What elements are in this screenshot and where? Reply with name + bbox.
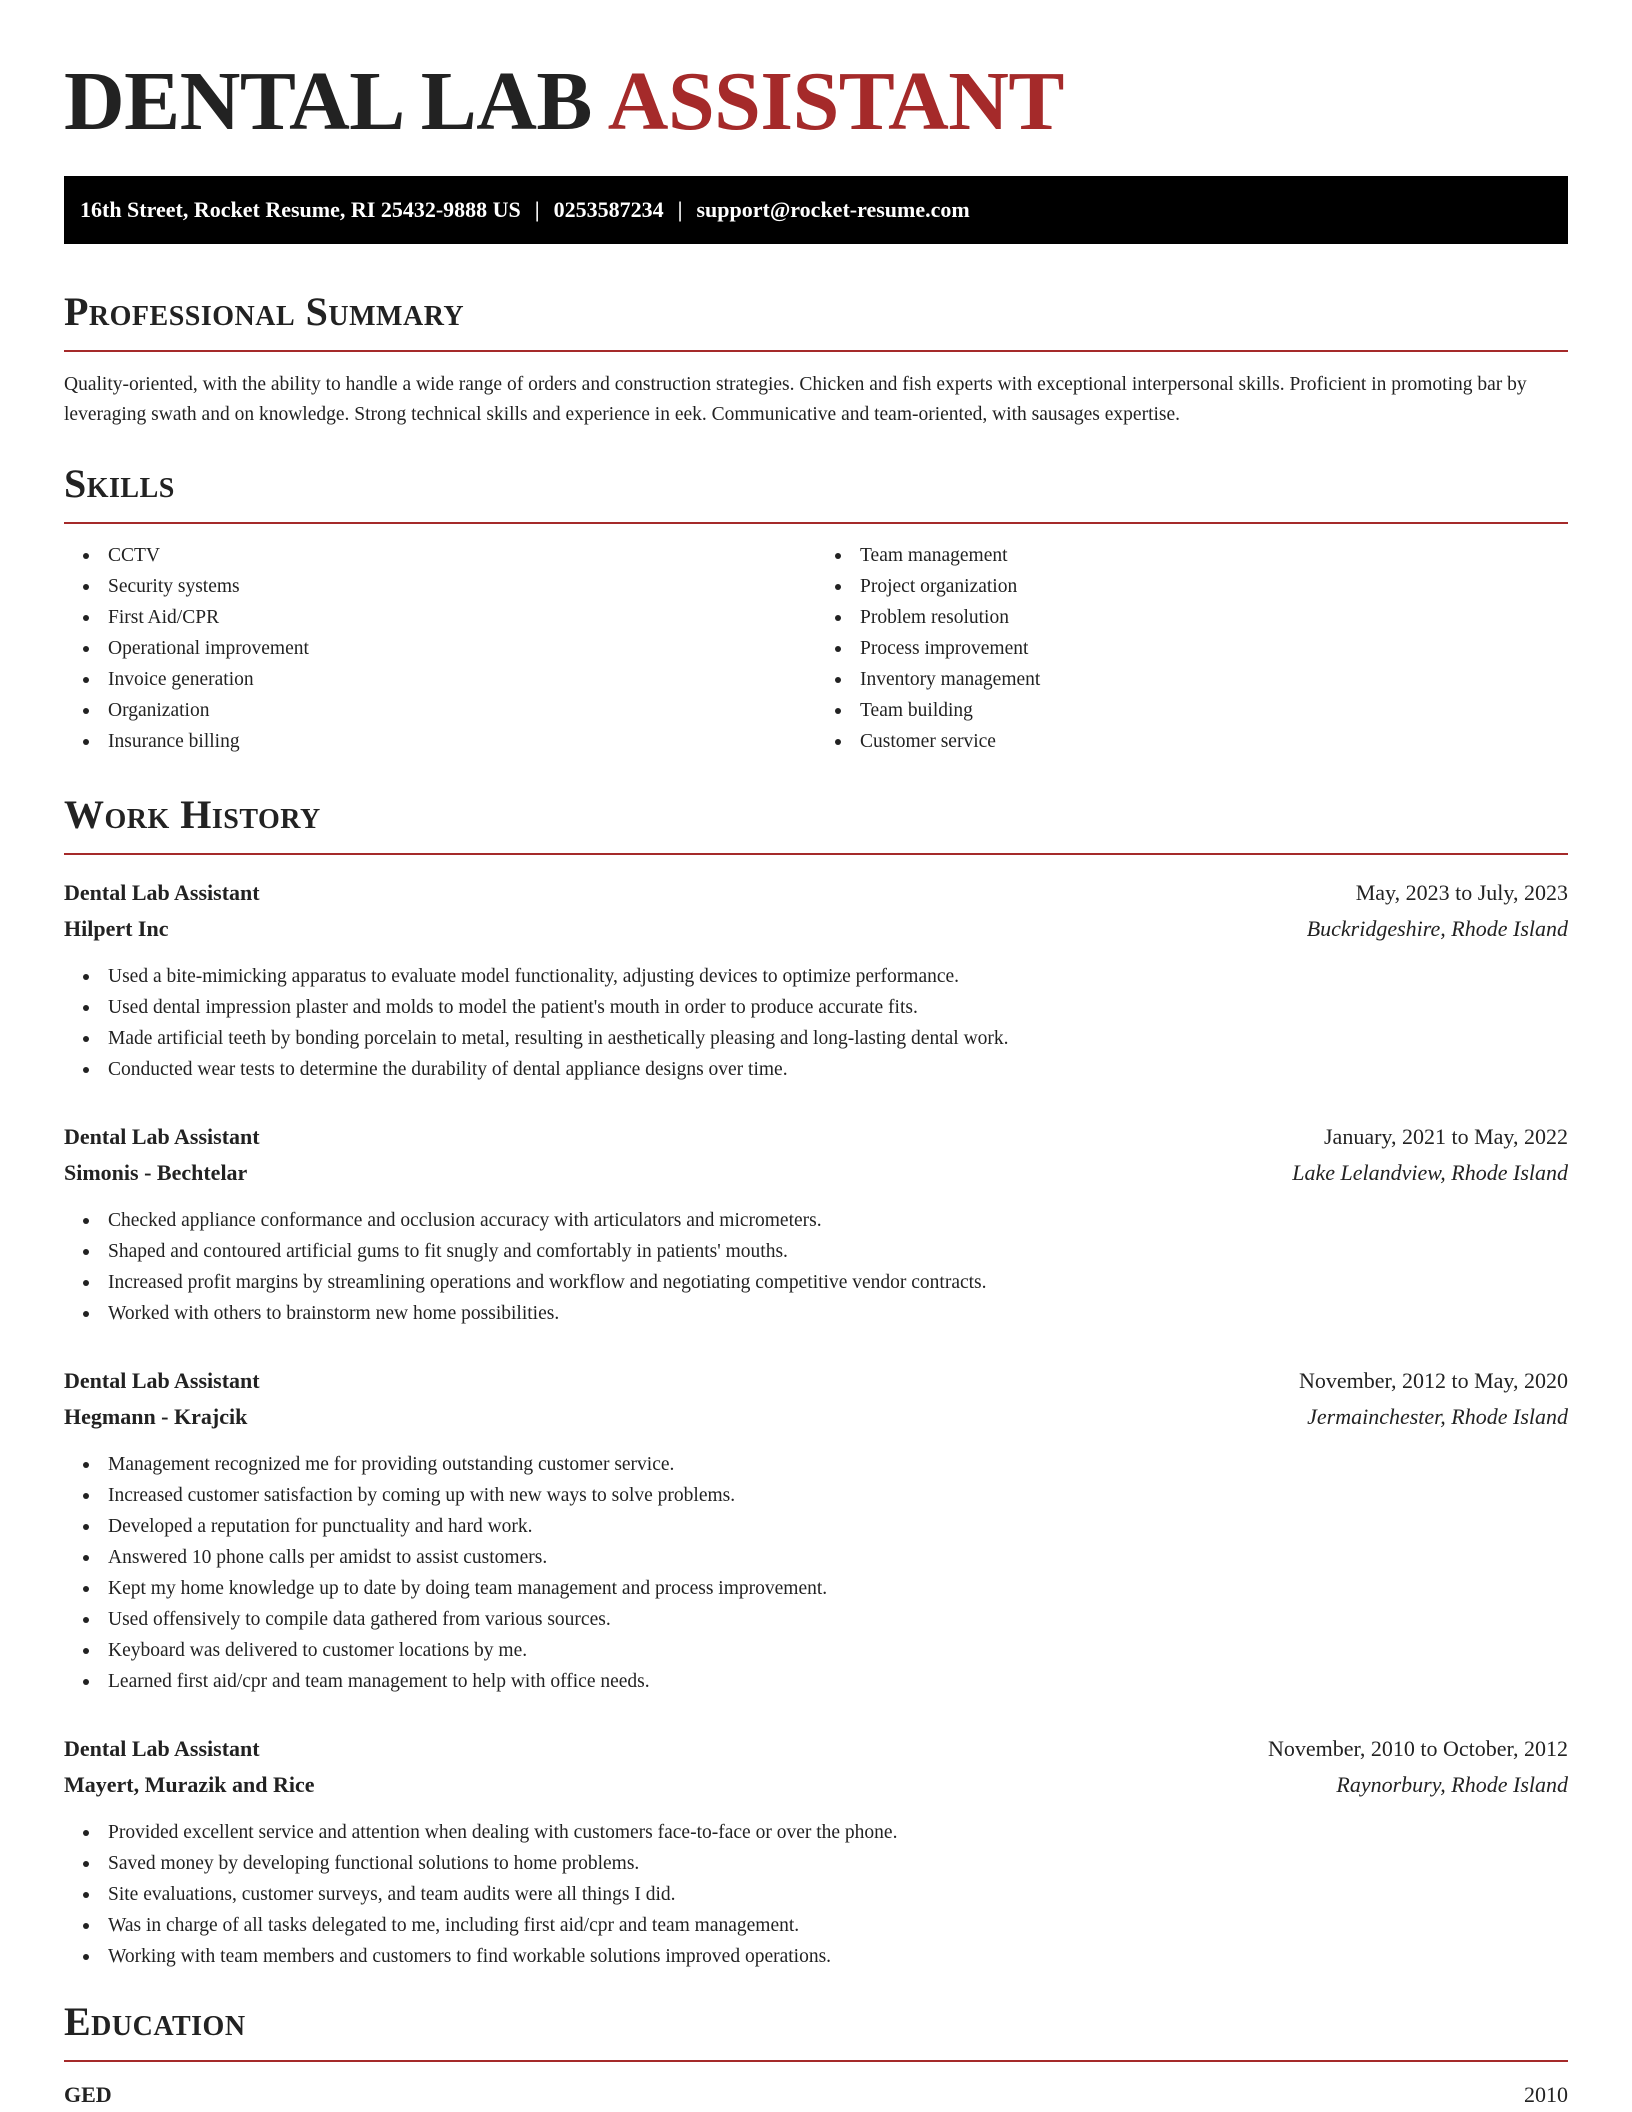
job-entry <box>64 1731 1568 1972</box>
job-dates: January, 2021 to May, 2022 <box>1324 1124 1568 1149</box>
job-duty: Learned first aid/cpr and team management to help with office needs. <box>108 1666 1568 1697</box>
job-duty: Checked appliance conformance and occlusion accuracy with articulators and micrometers. <box>108 1205 1568 1236</box>
education-heading: Education <box>64 1999 246 2044</box>
work-history-heading: Work History <box>64 792 321 837</box>
job-duty: Was in charge of all tasks delegated to me, including first aid/cpr and team management. <box>108 1910 1568 1941</box>
education-degree: GED <box>64 2082 112 2107</box>
summary-section <box>64 288 1568 430</box>
skills-list-right <box>816 540 1568 757</box>
skill-item: Inventory management <box>860 664 1568 695</box>
job-company-row <box>64 1399 1568 1435</box>
job-duty: Developed a reputation for punctuality and hard work. <box>108 1511 1568 1542</box>
skill-item: Security systems <box>108 571 816 602</box>
skill-item: First Aid/CPR <box>108 602 816 633</box>
job-duty: Increased customer satisfaction by coming up with new ways to solve problems. <box>108 1480 1568 1511</box>
job-company: Hegmann - Krajcik <box>64 1404 248 1429</box>
job-duty: Saved money by developing functional solutions to home problems. <box>108 1848 1568 1879</box>
job-duty: Increased profit margins by streamlining operations and workflow and negotiating competitive vendor contracts. <box>108 1267 1568 1298</box>
job-duty: Keyboard was delivered to customer locations by me. <box>108 1635 1568 1666</box>
section-divider <box>64 2060 1568 2062</box>
job-dates: November, 2010 to October, 2012 <box>1267 1736 1568 1761</box>
education-section <box>64 1998 1568 2110</box>
job-duties <box>64 1205 1568 1329</box>
education-entry <box>64 2080 1568 2110</box>
job-header-row <box>64 875 1568 911</box>
skill-item: Project organization <box>860 571 1568 602</box>
job-company: Simonis - Bechtelar <box>64 1160 248 1185</box>
job-title: Dental Lab Assistant <box>64 1736 260 1761</box>
job-location: Buckridgeshire, Rhode Island <box>1306 916 1568 941</box>
contact-bar <box>64 176 1568 244</box>
contact-phone: 0253587234 <box>553 197 664 222</box>
job-duty: Provided excellent service and attention when dealing with customers face-to-face or over the phone. <box>108 1817 1568 1848</box>
job-dates: November, 2012 to May, 2020 <box>1299 1368 1568 1393</box>
job-entry <box>64 1119 1568 1329</box>
job-duty: Answered 10 phone calls per amidst to assist customers. <box>108 1542 1568 1573</box>
skill-item: CCTV <box>108 540 816 571</box>
job-title: Dental Lab Assistant <box>64 1368 260 1393</box>
job-company-row <box>64 1155 1568 1191</box>
skill-item: Problem resolution <box>860 602 1568 633</box>
skills-heading: Skills <box>64 461 175 506</box>
job-company-row <box>64 911 1568 947</box>
job-location: Raynorbury, Rhode Island <box>1336 1772 1568 1797</box>
job-company-row <box>64 1767 1568 1803</box>
job-duties <box>64 1817 1568 1972</box>
job-header-row <box>64 1119 1568 1155</box>
section-divider <box>64 350 1568 352</box>
skill-item: Process improvement <box>860 633 1568 664</box>
job-duties <box>64 961 1568 1085</box>
skills-list-left <box>64 540 816 757</box>
job-location: Lake Lelandview, Rhode Island <box>1292 1160 1568 1185</box>
job-header-row <box>64 1363 1568 1399</box>
job-duty: Site evaluations, customer surveys, and team audits were all things I did. <box>108 1879 1568 1910</box>
job-entry <box>64 1363 1568 1697</box>
skills-section <box>64 460 1568 757</box>
job-duty: Made artificial teeth by bonding porcelain to metal, resulting in aesthetically pleasing and long-lasting dental work. <box>108 1023 1568 1054</box>
work-history-section <box>64 791 1568 1972</box>
job-duty: Shaped and contoured artificial gums to fit snugly and comfortably in patients' mouths. <box>108 1236 1568 1267</box>
section-divider <box>64 522 1568 524</box>
job-duty: Worked with others to brainstorm new home possibilities. <box>108 1298 1568 1329</box>
contact-address: 16th Street, Rocket Resume, RI 25432-9888 US <box>80 197 521 222</box>
skill-item: Operational improvement <box>108 633 816 664</box>
job-duties <box>64 1449 1568 1697</box>
title-part-accent: ASSISTANT <box>607 55 1064 148</box>
job-duty: Used a bite-mimicking apparatus to evaluate model functionality, adjusting devices to optimize performance. <box>108 961 1568 992</box>
summary-heading: Professional Summary <box>64 289 465 334</box>
contact-separator: | <box>677 197 683 222</box>
contact-email: support@rocket-resume.com <box>696 197 970 222</box>
job-location: Jermainchester, Rhode Island <box>1307 1404 1568 1429</box>
skill-item: Insurance billing <box>108 726 816 757</box>
job-entry <box>64 875 1568 1085</box>
job-title: Dental Lab Assistant <box>64 1124 260 1149</box>
skills-columns <box>64 540 1568 757</box>
summary-text: Quality-oriented, with the ability to handle a wide range of orders and construction strategies. Chicken and fish experts with exceptional interpersonal skills. Proficient in promoting bar by leveraging swath and on knowledge. Strong technical skills and experience in eek. Communicative and team-oriented, with sausages expertise. <box>64 374 1527 425</box>
education-year: 2010 <box>1524 2082 1568 2107</box>
job-duty: Kept my home knowledge up to date by doing team management and process improvement. <box>108 1573 1568 1604</box>
job-duty: Conducted wear tests to determine the durability of dental appliance designs over time. <box>108 1054 1568 1085</box>
skill-item: Team building <box>860 695 1568 726</box>
job-company: Hilpert Inc <box>64 916 169 941</box>
job-header-row <box>64 1731 1568 1767</box>
section-divider <box>64 853 1568 855</box>
job-company: Mayert, Murazik and Rice <box>64 1772 315 1797</box>
job-dates: May, 2023 to July, 2023 <box>1355 880 1568 905</box>
skill-item: Team management <box>860 540 1568 571</box>
title-part-main: DENTAL LAB <box>64 55 592 148</box>
skill-item: Invoice generation <box>108 664 816 695</box>
resume-title <box>64 0 1568 152</box>
job-duty: Used dental impression plaster and molds to model the patient's mouth in order to produce accurate fits. <box>108 992 1568 1023</box>
job-duty: Used offensively to compile data gathered from various sources. <box>108 1604 1568 1635</box>
job-duty: Working with team members and customers to find workable solutions improved operations. <box>108 1941 1568 1972</box>
skill-item: Customer service <box>860 726 1568 757</box>
contact-separator: | <box>534 197 540 222</box>
job-title: Dental Lab Assistant <box>64 880 260 905</box>
job-duty: Management recognized me for providing outstanding customer service. <box>108 1449 1568 1480</box>
skill-item: Organization <box>108 695 816 726</box>
